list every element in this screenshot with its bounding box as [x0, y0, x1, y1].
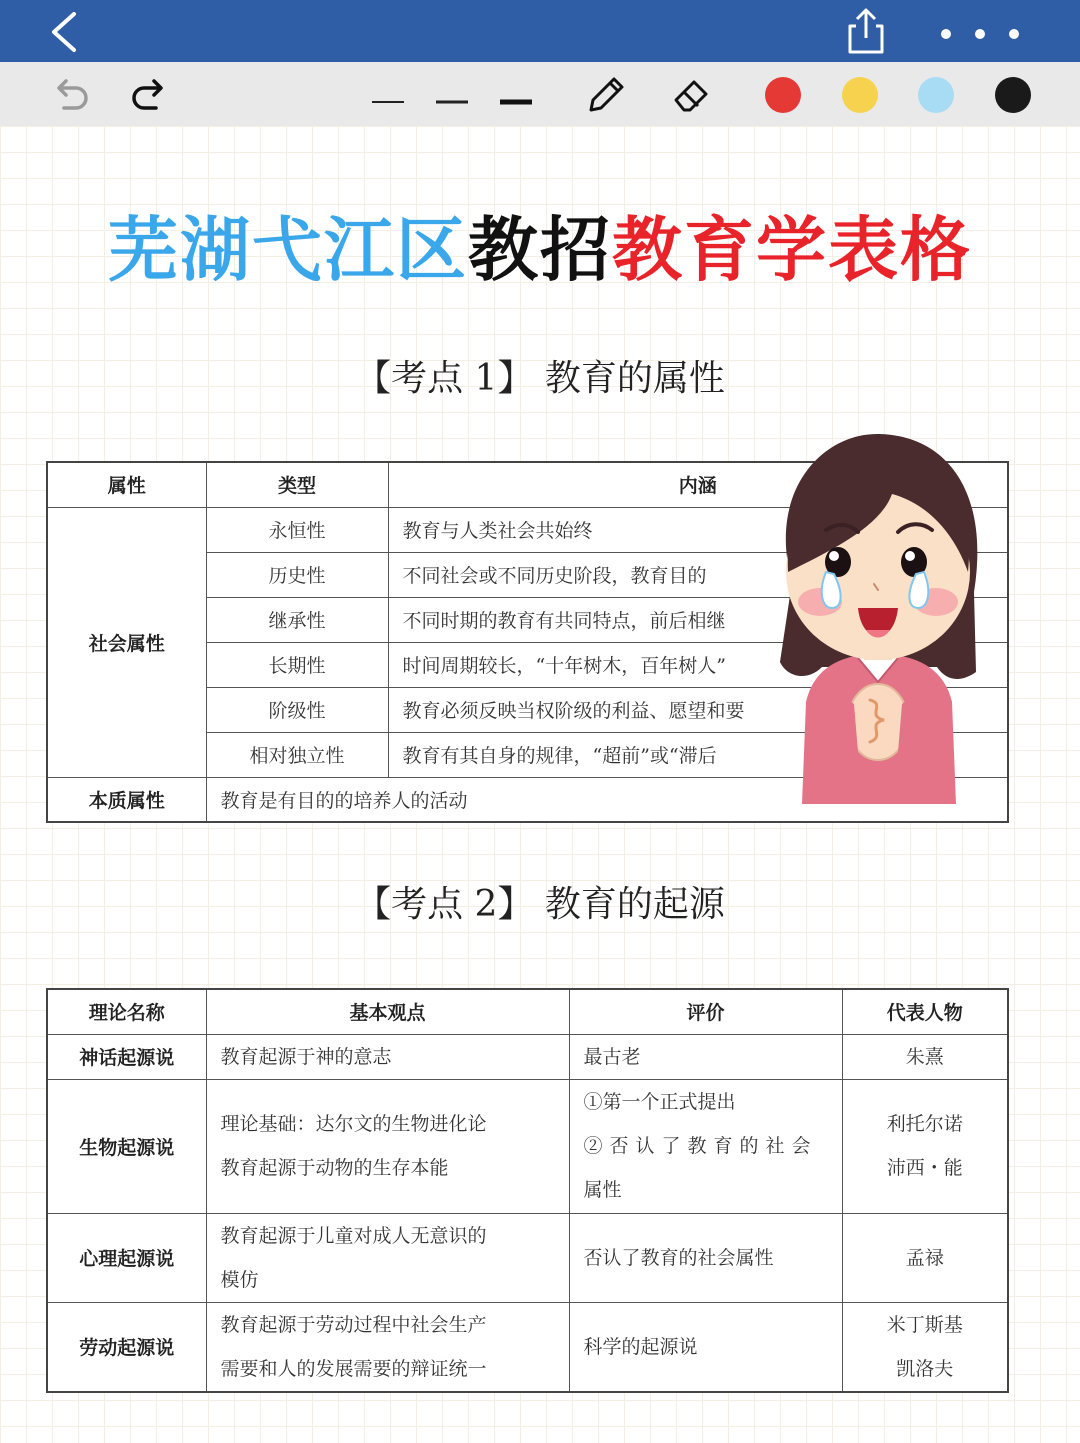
- table-row: [47, 1079, 1008, 1213]
- section2-heading: 【考点 2】 教育的起源: [355, 884, 725, 925]
- drawing-toolbar: [0, 62, 1080, 126]
- app-bar: [0, 0, 1080, 62]
- table-row: [47, 1034, 1008, 1079]
- title-part-location: 芜湖弋江区: [108, 209, 468, 291]
- view-cell: [206, 1034, 569, 1079]
- evaluation-cell: [569, 1302, 842, 1392]
- evaluation-cell: [569, 1213, 842, 1302]
- representative-cell: [842, 1034, 1008, 1079]
- essence-content-cell: 教育是有目的的培养人的活动: [206, 777, 1008, 822]
- representative-line: 朱熹: [905, 1045, 944, 1068]
- worried-girl-illustration: [762, 432, 994, 804]
- content-cell: 教育有其自身的规律，“超前”或“滞后: [388, 732, 1008, 777]
- view-line: 教育起源于儿童对成人无意识的: [220, 1224, 487, 1247]
- type-cell: 永恒性: [206, 507, 388, 552]
- color-red-swatch[interactable]: [765, 77, 801, 113]
- content-cell: 时间周期较长，“十年树木，百年树人”: [388, 642, 1008, 687]
- evaluation-line: 最古老: [583, 1045, 641, 1068]
- header-content: 内涵: [388, 462, 1008, 507]
- title-part-subject: 教育学表格: [612, 209, 972, 291]
- header-representative: 代表人物: [842, 989, 1008, 1034]
- content-cell: 不同社会或不同历史阶段，教育目的: [388, 552, 1008, 597]
- thin-line-icon[interactable]: [364, 70, 412, 118]
- representative-line: 米丁斯基: [886, 1313, 963, 1336]
- view-line: 需要和人的发展需要的辩证统一: [220, 1357, 487, 1380]
- view-line: 理论基础：达尔文的生物进化论: [220, 1113, 487, 1135]
- type-cell: 相对独立性: [206, 732, 388, 777]
- theory-name-cell: 劳动起源说: [47, 1302, 206, 1392]
- medium-line-icon[interactable]: [428, 70, 476, 118]
- view-line: 模仿: [220, 1268, 259, 1291]
- view-cell: [206, 1213, 569, 1302]
- color-black-swatch[interactable]: [995, 77, 1031, 113]
- origins-table: [46, 988, 1009, 1393]
- header-evaluation: 评价: [569, 989, 842, 1034]
- evaluation-cell: [569, 1079, 842, 1213]
- view-line: 教育起源于动物的生存本能: [220, 1157, 449, 1179]
- title-part-exam: 教招: [468, 209, 612, 291]
- header-attribute: 属性: [47, 462, 206, 507]
- evaluation-line: 科学的起源说: [583, 1335, 698, 1358]
- undo-icon[interactable]: [46, 70, 94, 118]
- theory-name-cell: 神话起源说: [47, 1034, 206, 1079]
- content-cell: 教育必须反映当权阶级的利益、愿望和要: [388, 687, 1008, 732]
- social-attribute-label: 社会属性: [47, 507, 206, 777]
- theory-name-cell: 心理起源说: [47, 1213, 206, 1302]
- share-icon[interactable]: [842, 6, 890, 56]
- evaluation-cell: [569, 1034, 842, 1079]
- type-cell: 继承性: [206, 597, 388, 642]
- color-lightblue-swatch[interactable]: [918, 77, 954, 113]
- representative-line: 孟禄: [905, 1246, 944, 1269]
- redo-icon[interactable]: [126, 70, 174, 118]
- back-icon[interactable]: [40, 10, 84, 54]
- type-cell: 长期性: [206, 642, 388, 687]
- content-cell: 教育与人类社会共始终: [388, 507, 1008, 552]
- page-title: [0, 200, 1080, 300]
- representative-cell: [842, 1213, 1008, 1302]
- type-cell: 历史性: [206, 552, 388, 597]
- evaluation-line: ②否认了教育的社会: [583, 1135, 818, 1157]
- representative-line: 沛西・能: [886, 1157, 963, 1179]
- pencil-icon[interactable]: [582, 70, 630, 118]
- table-row: [47, 1302, 1008, 1392]
- representative-line: 利托尔诺: [886, 1113, 963, 1135]
- content-cell: 不同时期的教育有共同特点，前后相继: [388, 597, 1008, 642]
- view-cell: [206, 1079, 569, 1213]
- color-yellow-swatch[interactable]: [842, 77, 878, 113]
- representative-cell: [842, 1079, 1008, 1213]
- theory-name-cell: 生物起源说: [47, 1079, 206, 1213]
- view-line: 教育起源于劳动过程中社会生产: [220, 1313, 487, 1336]
- eraser-icon[interactable]: [668, 70, 716, 118]
- header-basic-view: 基本观点: [206, 989, 569, 1034]
- section1-heading: 【考点 1】 教育的属性: [355, 358, 725, 399]
- evaluation-line: ①第一个正式提出: [583, 1091, 736, 1113]
- view-line: 教育起源于神的意志: [220, 1045, 392, 1068]
- view-cell: [206, 1302, 569, 1392]
- evaluation-line: 否认了教育的社会属性: [583, 1246, 774, 1269]
- thick-line-icon[interactable]: [492, 70, 540, 118]
- table-row: [47, 1213, 1008, 1302]
- representative-cell: [842, 1302, 1008, 1392]
- type-cell: 阶级性: [206, 687, 388, 732]
- representative-line: 凯洛夫: [896, 1357, 954, 1380]
- evaluation-line: 属性: [583, 1179, 622, 1201]
- essence-attribute-label: 本质属性: [47, 777, 206, 822]
- table-header-row: [47, 989, 1008, 1034]
- header-type: 类型: [206, 462, 388, 507]
- more-icon[interactable]: [930, 14, 1030, 54]
- header-theory-name: 理论名称: [47, 989, 206, 1034]
